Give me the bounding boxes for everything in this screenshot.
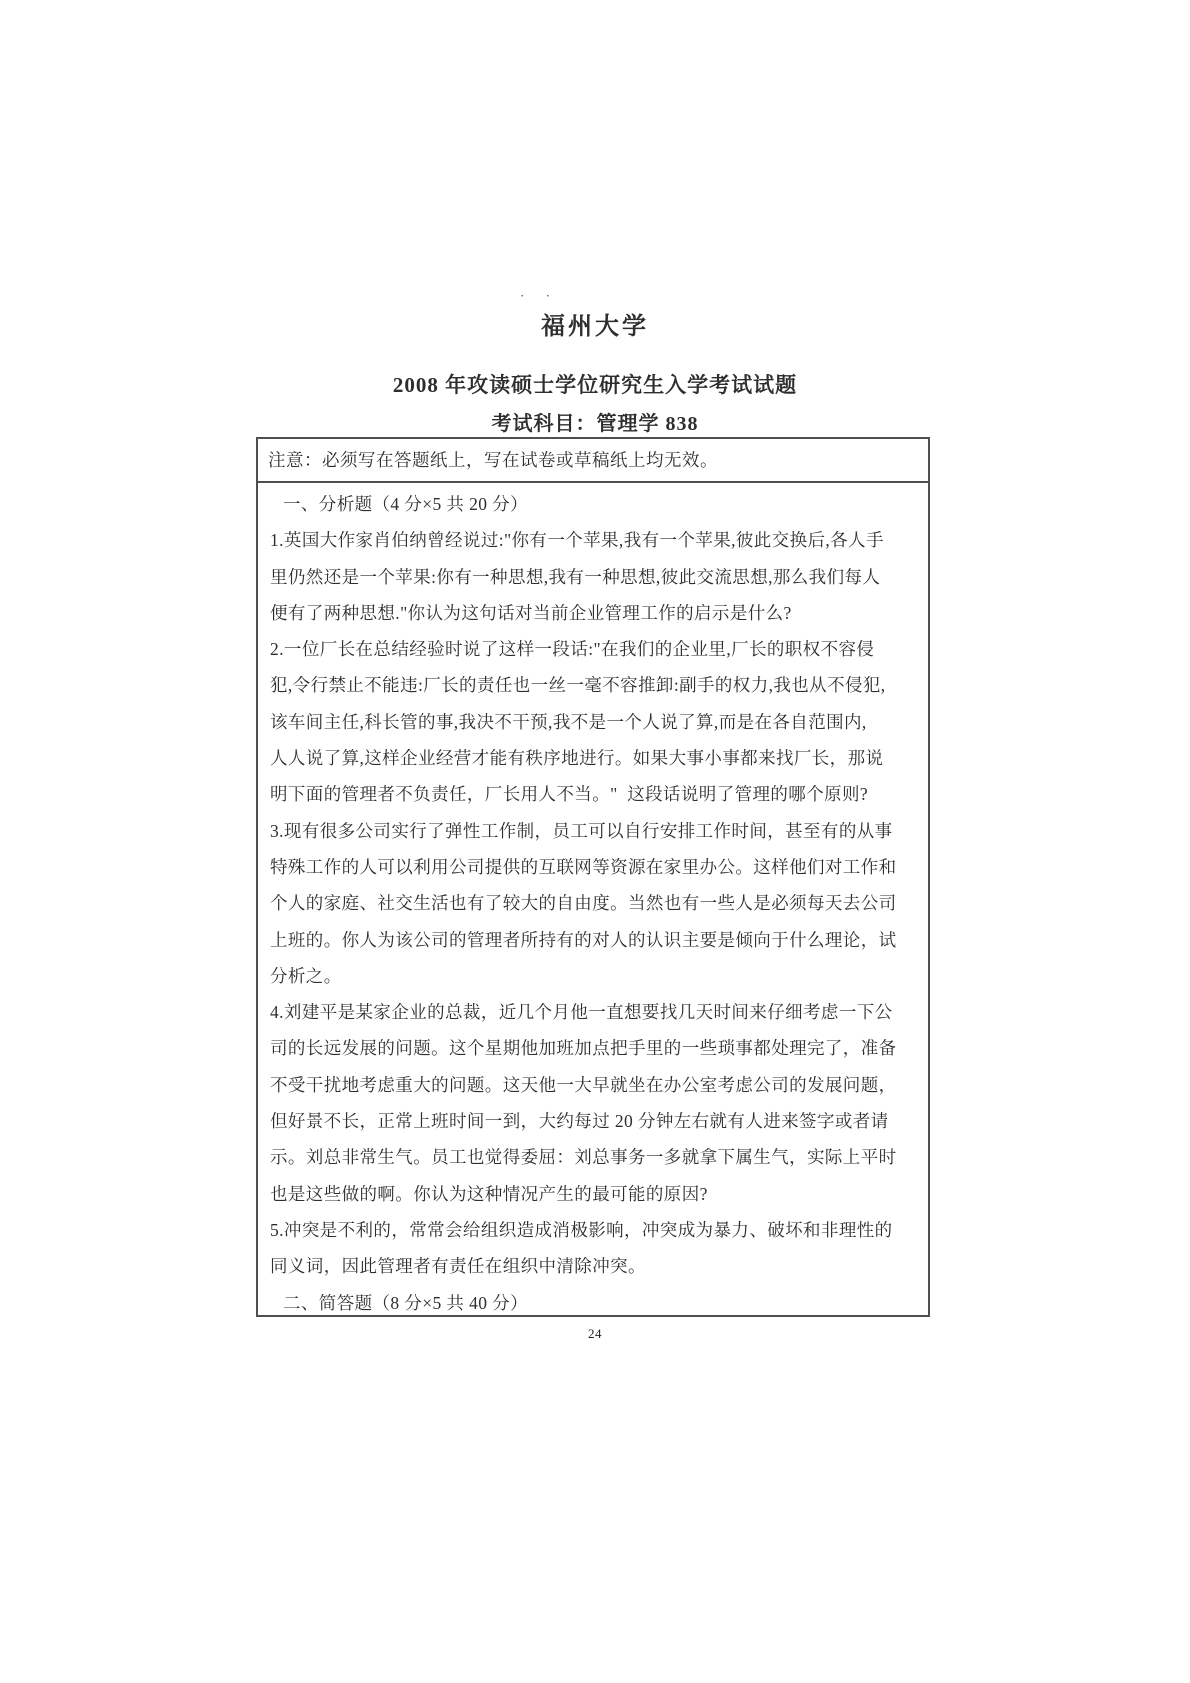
exam-text-line: 明下面的管理者不负责任，厂长用人不当。" 这段话说明了管理的哪个原则?	[270, 784, 869, 805]
exam-text-line: 也是这些做的啊。你认为这种情况产生的最可能的原因?	[270, 1183, 708, 1204]
section-heading-short-answer: 二、简答题（8 分×5 共 40 分）	[283, 1292, 528, 1313]
exam-text-line: 便有了两种思想."你认为这句话对当前企业管理工作的启示是什么?	[270, 602, 792, 623]
exam-text-line: 4.刘建平是某家企业的总裁，近几个月他一直想要找几天时间来仔细考虑一下公	[270, 1002, 893, 1023]
exam-text-line: 上班的。你人为该公司的管理者所持有的对人的认识主要是倾向于什么理论，试	[270, 929, 897, 950]
exam-text-line: 不受干扰地考虑重大的问题。这天他一大早就坐在办公室考虑公司的发展问题，	[270, 1074, 897, 1095]
exam-text-line: 5.冲突是不利的，常常会给组织造成消极影响，冲突成为暴力、破坏和非理性的	[270, 1219, 893, 1240]
exam-text-line: 司的长远发展的问题。这个星期他加班加点把手里的一些琐事都处理完了，准备	[270, 1038, 897, 1059]
exam-text-line: 1.英国大作家肖伯纳曾经说过:"你有一个苹果,我有一个苹果,彼此交换后,各人手	[270, 530, 884, 551]
exam-text-line: 特殊工作的人可以利用公司提供的互联网等资源在家里办公。这样他们对工作和	[270, 856, 897, 877]
exam-text-line: 里仍然还是一个苹果:你有一种思想,我有一种思想,彼此交流思想,那么我们每人	[270, 566, 881, 587]
subject-title: 考试科目：管理学 838	[491, 413, 699, 435]
exam-text-line: 2.一位厂长在总结经验时说了这样一段话:"在我们的企业里,厂长的职权不容侵	[270, 639, 875, 660]
exam-text-line: 犯,令行禁止不能违:厂长的责任也一丝一毫不容推卸:副手的权力,我也从不侵犯,	[270, 675, 886, 696]
exam-title: 2008 年攻读硕士学位研究生入学考试试题	[392, 373, 798, 397]
exam-text-line: 个人的家庭、社交生活也有了较大的自由度。当然也有一些人是必须每天去公司	[270, 893, 897, 914]
exam-box	[256, 437, 930, 1317]
exam-text-line: 但好景不长，正常上班时间一到，大约每过 20 分钟左右就有人进来签字或者请	[270, 1111, 889, 1132]
exam-text-line: 3.现有很多公司实行了弹性工作制，员工可以自行安排工作时间，甚至有的从事	[270, 820, 893, 841]
exam-text-line: 同义词，因此管理者有责任在组织中清除冲突。	[270, 1256, 646, 1277]
exam-text-line: 示。刘总非常生气。员工也觉得委屈：刘总事务一多就拿下属生气，实际上平时	[270, 1147, 897, 1168]
top-dots: · ·	[520, 288, 559, 303]
exam-body	[258, 483, 928, 1321]
exam-text-line: 人人说了算,这样企业经营才能有秩序地进行。如果大事小事都来找厂长，那说	[270, 748, 884, 769]
section-heading-analysis: 一、分析题（4 分×5 共 20 分）	[283, 494, 528, 514]
exam-text-line: 该车间主任,科长管的事,我决不干预,我不是一个人说了算,而是在各自范围内,	[270, 711, 867, 732]
notice-text: 注意：必须写在答题纸上，写在试卷或草稿纸上均无效。	[258, 439, 928, 483]
exam-text-line: 分析之。	[270, 965, 342, 986]
university-title: 福州大学	[541, 314, 649, 340]
page-number: 24	[588, 1326, 602, 1341]
